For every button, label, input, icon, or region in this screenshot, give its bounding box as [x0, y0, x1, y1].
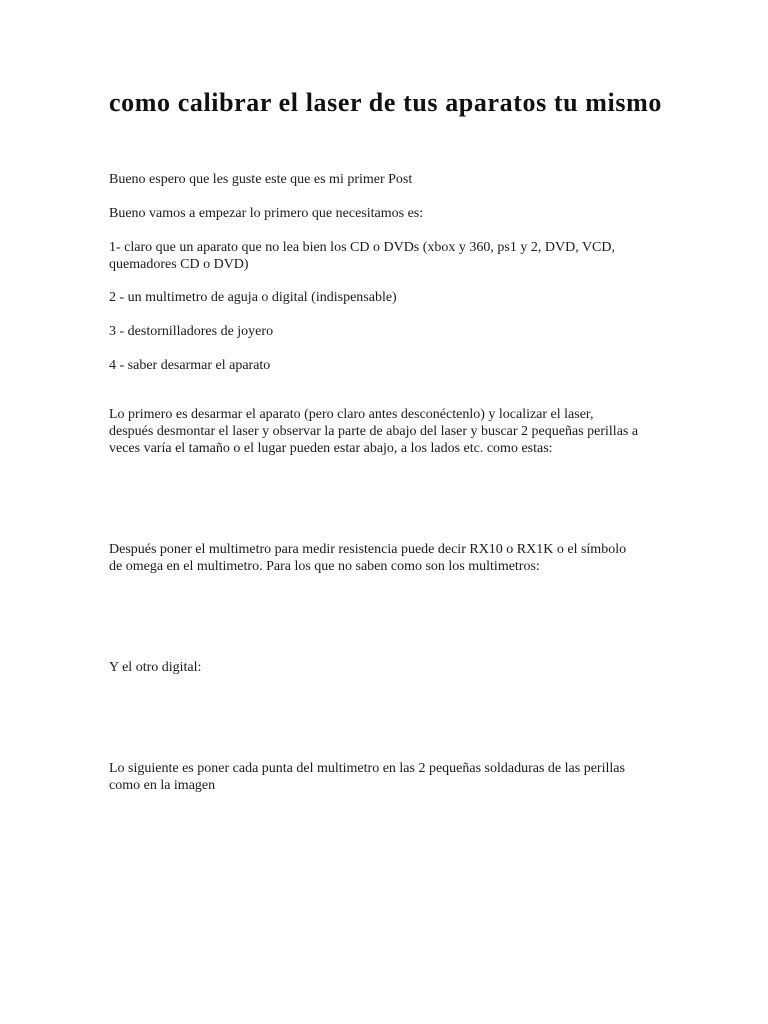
paragraph-requirement-3: 3 - destornilladores de joyero	[109, 324, 274, 339]
paragraph-requirement-2: 2 - un multimetro de aguja o digital (indispensable)	[109, 290, 397, 305]
paragraph-digital: Y el otro digital:	[109, 660, 202, 675]
paragraph-start: Bueno vamos a empezar lo primero que necesitamos es:	[109, 206, 424, 221]
paragraph-solder-points: Lo siguiente es poner cada punta del multimetro en las 2 pequeñas soldaduras de las perillas como en la imagen	[109, 761, 625, 793]
page-title: como calibrar el laser de tus aparatos tu mismo	[109, 88, 662, 117]
paragraph-disassemble: Lo primero es desarmar el aparato (pero claro antes desconéctenlo) y localizar el laser, después desmontar el laser y observar la parte de abajo del laser y buscar 2 pequeñas perillas a veces varía el tamaño o el lugar pueden estar abajo, a los lados etc. como estas:	[109, 407, 639, 456]
paragraph-requirement-1: 1- claro que un aparato que no lea bien los CD o DVDs (xbox y 360, ps1 y 2, DVD, VCD, quemadores CD o DVD)	[109, 240, 615, 272]
paragraph-intro: Bueno espero que les guste este que es mi primer Post	[109, 172, 413, 187]
paragraph-requirement-4: 4 - saber desarmar el aparato	[109, 358, 271, 373]
paragraph-multimeter: Después poner el multimetro para medir resistencia puede decir RX10 o RX1K o el símbolo de omega en el multimetro. Para los que no saben como son los multimetros:	[109, 542, 627, 574]
